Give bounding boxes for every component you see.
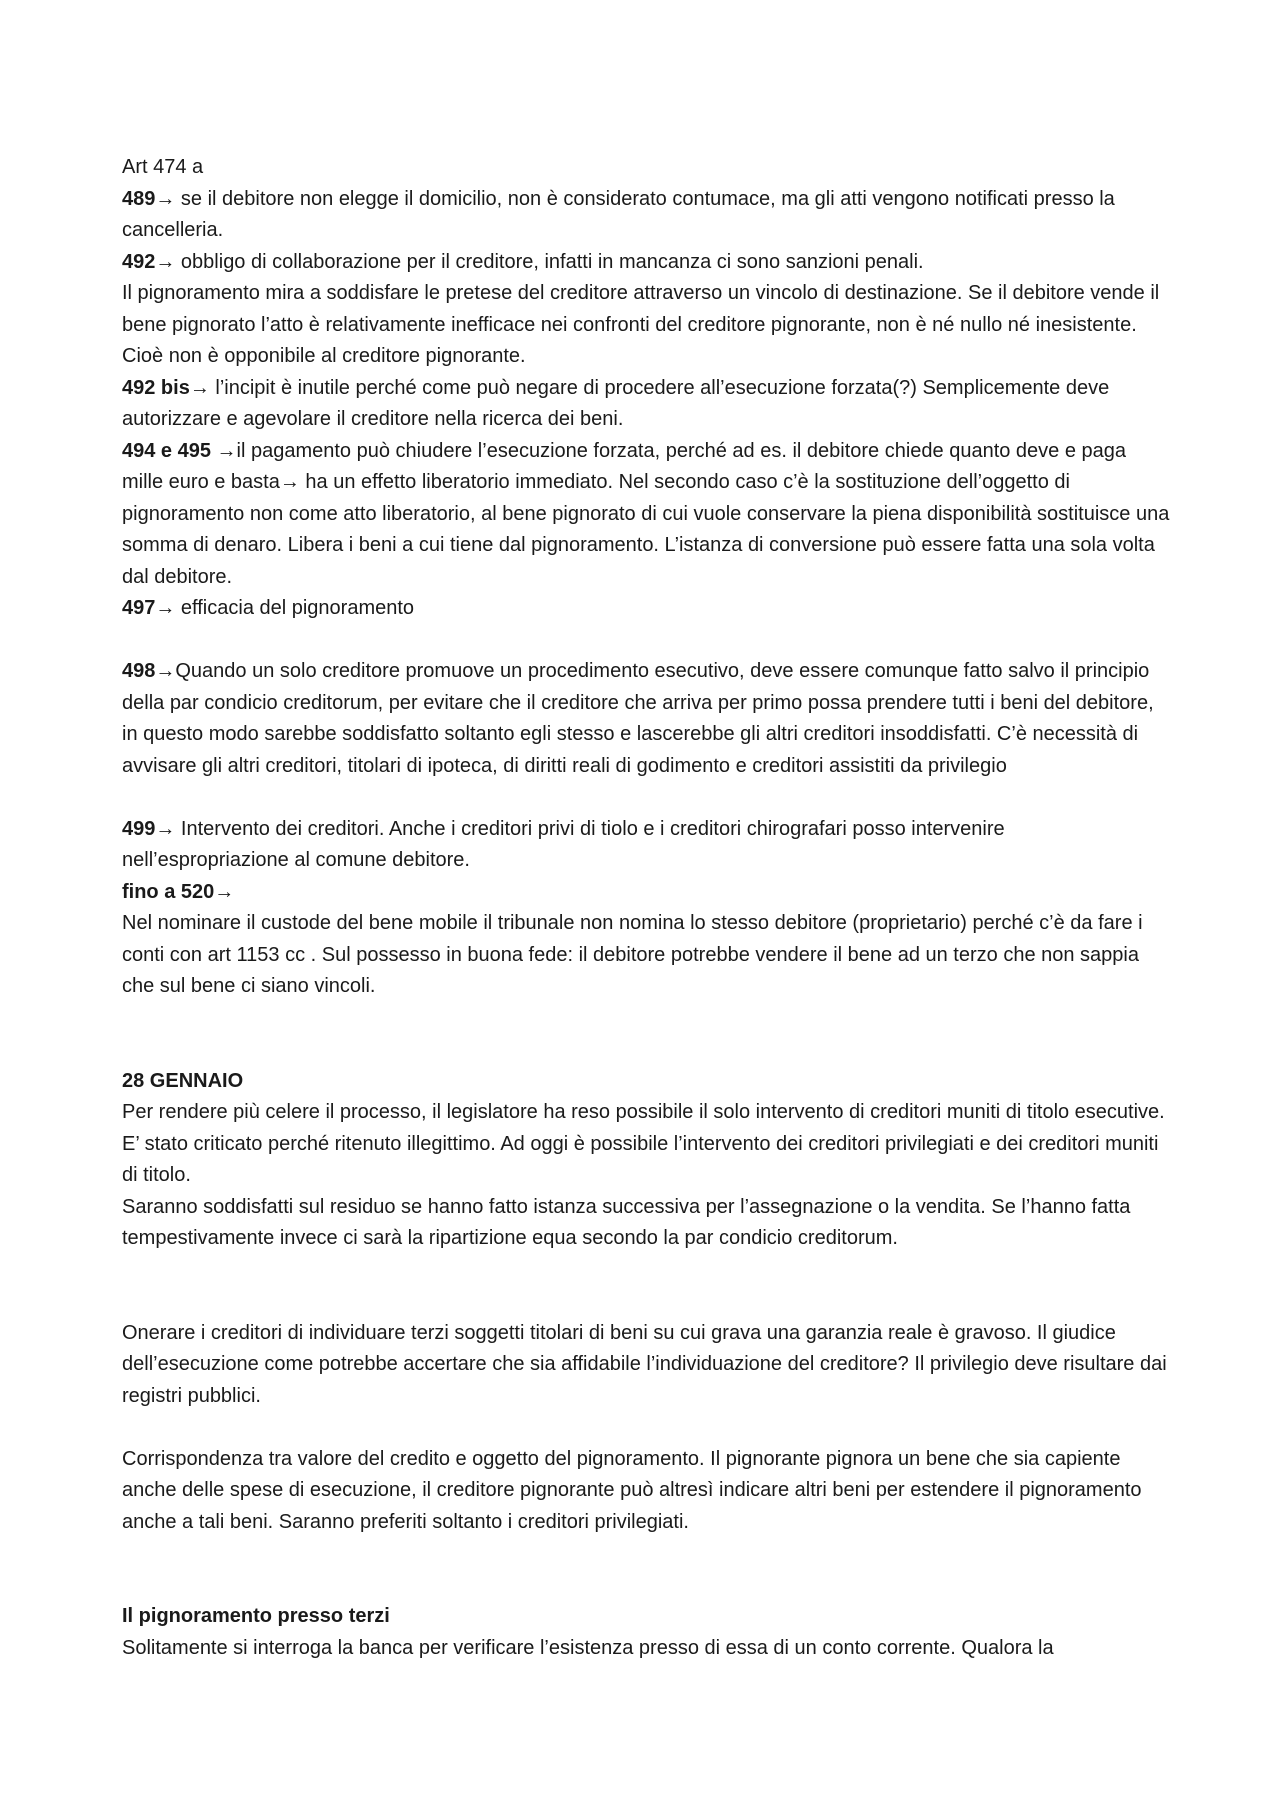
article-ref-492: 492 [122,250,156,273]
arrow-icon: → [216,439,237,462]
paragraph-497 [122,593,1172,625]
arrow-icon: → [155,660,176,682]
article-ref-489: 489 [122,187,156,210]
paragraph-494-495 [122,436,1172,594]
blank-line [122,625,1172,657]
blank-line [122,782,1172,814]
paragraph-492-bis-text: l’incipit è inutile perché come può negare di procedere all’esecuzione forzata(?) Semplicemente deve autorizzare e agevolare il creditore nella ricerca dei beni. [122,376,1110,430]
arrow-icon: → [189,376,210,399]
paragraph-onerare: Onerare i creditori di individuare terzi soggetti titolari di beni su cui grava una garanzia reale è gravoso. Il giudice dell’esecuzione come potrebbe accertare che sia affidabile l’individuazione del creditore? Il privilegio deve risultare dai registri pubblici. [122,1321,1167,1407]
blank-line [122,1003,1172,1066]
text-art-474: Art 474 a [122,156,204,178]
article-ref-497: 497 [122,597,156,619]
article-ref-498: 498 [122,660,156,682]
arrow-icon: → [155,250,176,273]
arrow-icon: → [155,597,176,619]
heading-28-gennaio-text: 28 GENNAIO [122,1069,244,1092]
arrow-icon: → [155,187,176,210]
paragraph-celere: Per rendere più celere il processo, il legislatore ha reso possibile il solo intervento di creditori muniti di titolo esecutive. E’ stato criticato perché ritenuto illegittimo. Ad oggi è possibile l’intervento dei creditori privilegiati e dei creditori muniti di titolo. [122,1101,1165,1186]
paragraph-custode: Nel nominare il custode del bene mobile il tribunale non nomina lo stesso debitore (proprietario) perché c’è da fare i conti con art 1153 cc . Sul possesso in buona fede: il debitore potrebbe vendere il bene ad un terzo che non sappia che sul bene ci siano vincoli. [122,912,1143,997]
paragraph-499 [122,814,1172,877]
document-page [122,152,1172,1664]
article-ref-494-495: 494 e 495 [122,439,217,462]
heading-pignoramento-terzi [122,1601,1172,1633]
blank-line [122,1412,1172,1444]
paragraph-489 [122,184,1172,247]
arrow-icon: → [214,880,235,903]
paragraph-residuo: Saranno soddisfatti sul residuo se hanno fatto istanza successiva per l’assegnazione o la vendita. Se l’hanno fatta tempestivamente invece ci sarà la ripartizione equa secondo la par condicio creditorum. [122,1195,1131,1249]
blank-line [122,1538,1172,1601]
arrow-icon: → [279,471,300,493]
paragraph-494-text-a: il pagamento può chiudere l’esecuzione forzata, perché ad es. il debitore chiede quanto deve e paga mille euro e basta [122,439,1127,493]
paragraph-489-text: se il debitore non elegge il domicilio, non è considerato contumace, ma gli atti vengono notificati presso la cancelleria. [122,187,1115,241]
paragraph-492 [122,247,1172,279]
paragraph-498 [122,656,1172,782]
paragraph-492-bis [122,373,1172,436]
arrow-icon: → [155,817,176,840]
paragraph-corrispondenza: Corrispondenza tra valore del credito e oggetto del pignoramento. Il pignorante pignora un bene che sia capiente anche delle spese di esecuzione, il creditore pignorante può altresì indicare altri beni per estendere il pignoramento anche a tali beni. Saranno preferiti soltanto i creditori privilegiati. [122,1447,1142,1533]
article-ref-499: 499 [122,817,156,840]
paragraph-499-text: Intervento dei creditori. Anche i creditori privi di tiolo e i creditori chirografari posso intervenire nell’espropriazione al comune debitore. [122,817,1005,871]
paragraph-492-text: obbligo di collaborazione per il creditore, infatti in mancanza ci sono sanzioni penali. [175,250,924,273]
paragraph-498-text: Quando un solo creditore promuove un procedimento esecutivo, deve essere comunque fatto salvo il principio della par condicio creditorum, per evitare che il creditore che arriva per primo possa prendere tutti i beni del debitore, in questo modo sarebbe soddisfatto soltanto egli stesso e lascerebbe gli altri creditori insoddisfatti. C’è necessità di avvisare gli altri creditori, titolari di ipoteca, di diritti reali di godimento e creditori assistiti da privilegio [122,660,1154,777]
article-ref-fino-520: fino a 520 [122,880,215,903]
paragraph-494-text-b: ha un effetto liberatorio immediato. Nel secondo caso c’è la sostituzione dell’oggetto di pignoramento non come atto liberatorio, al bene pignorato di cui vuole conservare la piena disponibilità sostituisce una somma di denaro. Libera i beni a cui tiene dal pignoramento. L’istanza di conversione può essere fatta una sola volta dal debitore. [122,471,1170,588]
paragraph-497-text: efficacia del pignoramento [175,597,415,619]
paragraph-fino-520 [122,877,1172,909]
paragraph-pignoramento: Il pignoramento mira a soddisfare le pretese del creditore attraverso un vincolo di destinazione. Se il debitore vende il bene pignorato l’atto è relativamente inefficace nei confronti del creditore pignorante, non è né nullo né inesistente. Cioè non è opponibile al creditore pignorante. [122,282,1160,367]
article-ref-492-bis: 492 bis [122,376,190,399]
blank-line [122,1255,1172,1318]
paragraph-banca: Solitamente si interroga la banca per verificare l’esistenza presso di essa di un conto corrente. Qualora la [122,1636,1054,1659]
heading-pignoramento-terzi-text: Il pignoramento presso terzi [122,1605,390,1627]
heading-28-gennaio [122,1066,1172,1098]
